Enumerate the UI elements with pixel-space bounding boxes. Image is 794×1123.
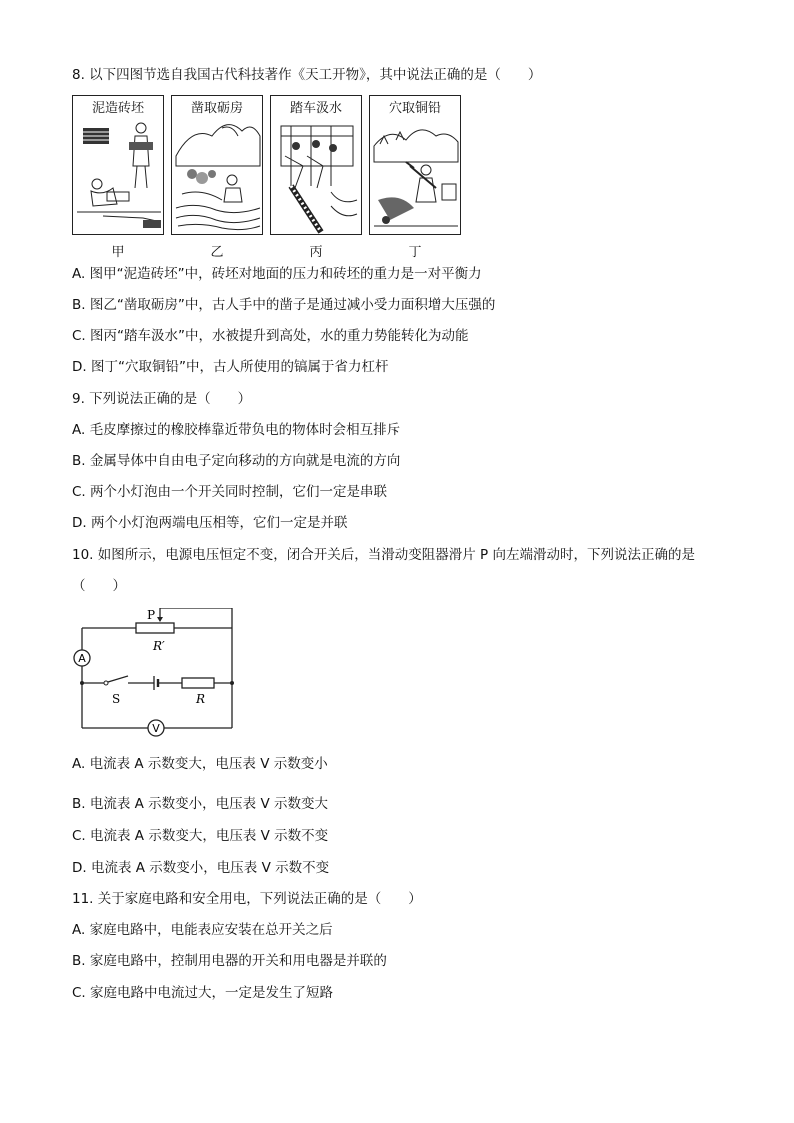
switch-label: S: [112, 692, 121, 706]
panel-jia: [72, 95, 164, 235]
q11-stem: 11. 关于家庭电路和安全用电，下列说法正确的是（ ）: [72, 891, 422, 907]
q11-option-c: C. 家庭电路中电流过大，一定是发生了短路: [72, 985, 334, 1001]
brick-making-illustration: [73, 96, 164, 235]
panel-label-yi: 乙: [210, 245, 224, 260]
ammeter-label: A: [78, 652, 86, 665]
q10-stem: 10. 如图所示，电源电压恒定不变，闭合开关后，当滑动变阻器滑片 P 向左端滑动时，下列说法正确的是: [72, 547, 695, 563]
q8-stem: 8. 以下四图节选自我国古代科技著作《天工开物》，其中说法正确的是（ ）: [72, 67, 542, 83]
q10-option-d: D. 电流表 A 示数变小，电压表 V 示数不变: [72, 860, 330, 876]
voltmeter-label: V: [152, 722, 160, 735]
water-wheel-illustration: [271, 96, 362, 235]
q10-option-b: B. 电流表 A 示数变小，电压表 V 示数变大: [72, 796, 328, 812]
q11-option-b: B. 家庭电路中，控制用电器的开关和用电器是并联的: [72, 953, 387, 969]
panel-title: 踏车汲水: [289, 101, 342, 116]
q10-stem-continued: （ ）: [72, 578, 126, 594]
q9-option-d: D. 两个小灯泡两端电压相等，它们一定是并联: [72, 515, 348, 531]
panel-title: 泥造砖坯: [91, 101, 144, 116]
q10-option-a: A. 电流表 A 示数变大，电压表 V 示数变小: [72, 756, 328, 772]
panel-title: 凿取砺房: [190, 101, 243, 116]
panel-label-bing: 丙: [309, 245, 323, 260]
panel-label-ding: 丁: [408, 245, 422, 260]
switch-symbol: [104, 681, 108, 685]
resistor-symbol: [182, 678, 214, 688]
panel-ding: [369, 95, 461, 235]
q9-stem: 9. 下列说法正确的是（ ）: [72, 391, 252, 407]
q9-option-a: A. 毛皮摩擦过的橡胶棒靠近带负电的物体时会相互排斥: [72, 422, 401, 438]
q8-option-c: C. 图丙“踏车汲水”中，水被提升到高处，水的重力势能转化为动能: [72, 328, 469, 344]
panel-bing: [270, 95, 362, 235]
q8-option-a: A. 图甲“泥造砖坯”中，砖坯对地面的压力和砖坯的重力是一对平衡力: [72, 266, 482, 282]
rheostat-label: R′: [153, 639, 165, 653]
panel-label-jia: 甲: [111, 245, 125, 260]
resistor-label: R: [196, 692, 206, 706]
q9-option-b: B. 金属导体中自由电子定向移动的方向就是电流的方向: [72, 453, 401, 469]
rheostat-symbol: [136, 623, 174, 633]
slider-label: P: [147, 608, 156, 622]
slider-arrow: [157, 617, 163, 622]
q11-option-a: A. 家庭电路中，电能表应安装在总开关之后: [72, 922, 333, 938]
q8-option-b: B. 图乙“凿取砺房”中，古人手中的凿子是通过减小受力面积增大压强的: [72, 297, 496, 313]
oyster-chiseling-illustration: [172, 96, 263, 235]
q8-figure-row: [72, 95, 467, 260]
q9-option-c: C. 两个小灯泡由一个开关同时控制，它们一定是串联: [72, 484, 388, 500]
q8-option-d: D. 图丁“穴取铜铅”中，古人所使用的镐属于省力杠杆: [72, 359, 389, 375]
panel-title: 穴取铜铅: [388, 101, 441, 116]
q10-option-c: C. 电流表 A 示数变大，电压表 V 示数不变: [72, 828, 329, 844]
circuit-diagram: [72, 608, 242, 743]
panel-yi: [171, 95, 263, 235]
mining-illustration: [370, 96, 461, 235]
